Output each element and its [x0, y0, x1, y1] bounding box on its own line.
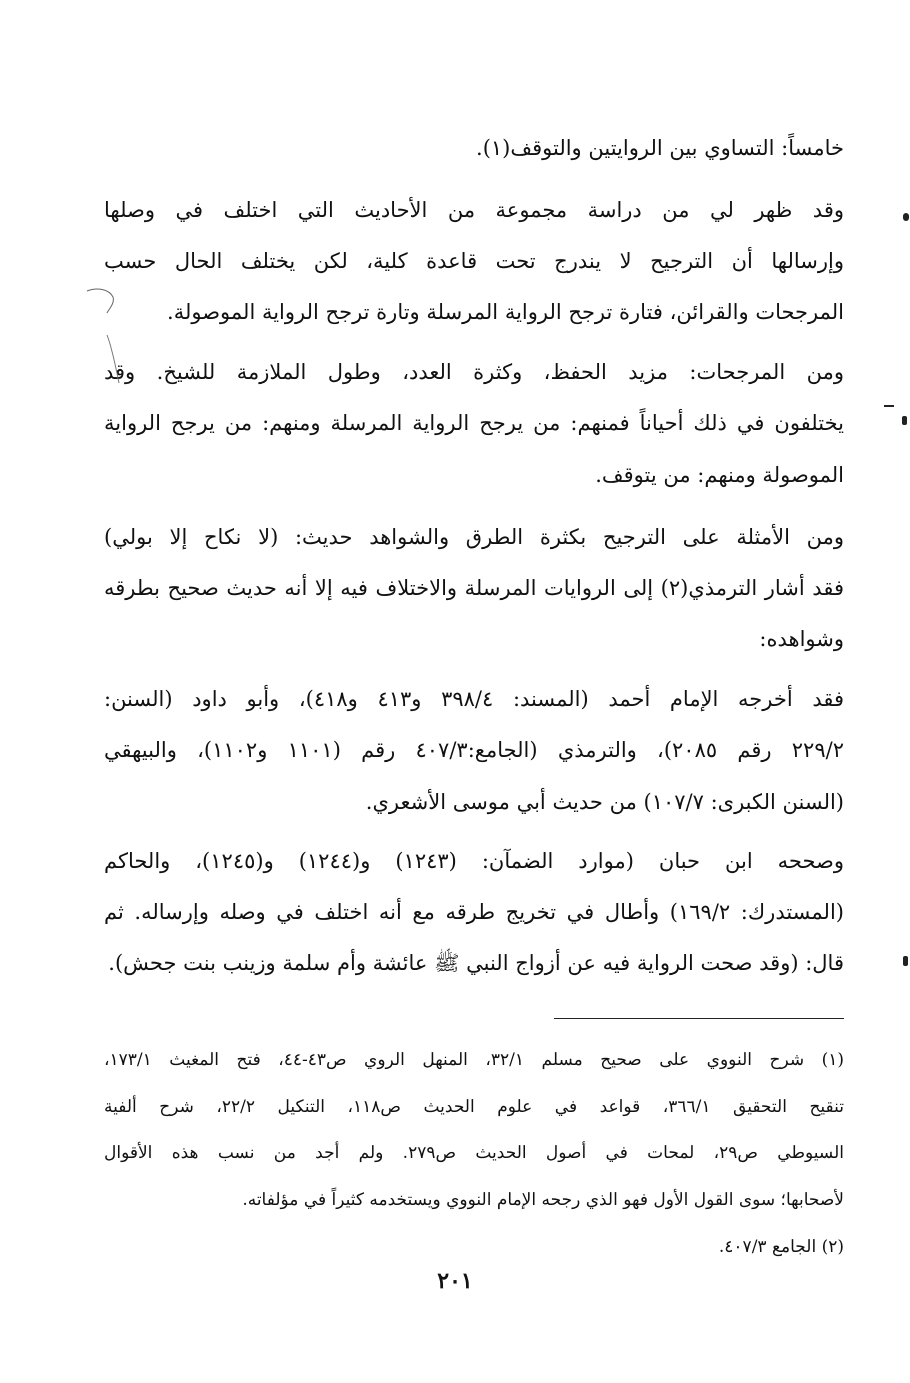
page-number: ٢٠١: [437, 1268, 473, 1294]
footnote-line: تنقيح التحقيق ٣٦٦/١، قواعد في علوم الحديث ص١١٨، التنكيل ٢٢/٢، شرح ألفية: [104, 1097, 845, 1117]
paragraph-line: وشواهده:: [759, 627, 844, 651]
paragraph-line: ومن الأمثلة على الترجيح بكثرة الطرق والشواهد حديث: (لا نكاح إلا بولي): [104, 525, 844, 549]
paragraph-line: الموصولة ومنهم: من يتوقف.: [595, 463, 844, 487]
footnote-line: السيوطي ص٢٩، لمحات في أصول الحديث ص٢٧٩. ولم أجد من نسب هذه الأقوال: [104, 1143, 844, 1163]
footnote-line: (١) شرح النووي على صحيح مسلم ٣٢/١، المنهل الروي ص٤٣-٤٤، فتح المغيث ١٧٣/١،: [104, 1050, 844, 1070]
paragraph-line: يختلفون في ذلك أحياناً فمنهم: من يرجح الرواية المرسلة ومنهم: من يرجح الرواية: [104, 411, 844, 435]
paragraph-line: (المستدرك: ١٦٩/٢) وأطال في تخريج طرقه مع أنه اختلف في وصله وإرساله. ثم: [104, 900, 844, 924]
heading-fifth-option: خامساً: التساوي بين الروايتين والتوقف(١).: [476, 136, 844, 160]
paragraph-line: ٢٢٩/٢ رقم ٢٠٨٥)، والترمذي (الجامع:٤٠٧/٣ رقم (١١٠١ و١١٠٢)، والبيهقي: [104, 738, 844, 762]
scan-speck: [902, 416, 907, 425]
paragraph-line: وإرسالها أن الترجيح لا يندرج تحت قاعدة كلية، لكن يختلف الحال حسب: [104, 249, 844, 273]
paragraph-line: (السنن الكبرى: ١٠٧/٧) من حديث أبي موسى الأشعري.: [365, 790, 844, 814]
scan-speck: [903, 213, 909, 221]
paragraph-line: وصححه ابن حبان (موارد الضمآن: (١٢٤٣) و(١٢٤٤) و(١٢٤٥)، والحاكم: [104, 849, 845, 873]
paragraph-line: قال: (وقد صحت الرواية فيه عن أزواج النبي ﷺ عائشة وأم سلمة وزينب بنت جحش).: [108, 951, 844, 975]
paragraph-line: فقد أخرجه الإمام أحمد (المسند: ٣٩٨/٤ و٤١٣ و٤١٨)، وأبو داود (السنن:: [104, 687, 845, 711]
footnote-line: لأصحابها؛ سوى القول الأول فهو الذي رجحه الإمام النووي ويستخدمه كثيراً في مؤلفاته.: [242, 1190, 844, 1210]
footnote-line: (٢) الجامع ٤٠٧/٣.: [718, 1237, 844, 1257]
paragraph-line: فقد أشار الترمذي(٢) إلى الروايات المرسلة والاختلاف فيه إلا أنه حديث صحيح بطرقه: [104, 576, 844, 600]
scan-speck: [903, 956, 908, 966]
paragraph-line: ومن المرجحات: مزيد الحفظ، وكثرة العدد، وطول الملازمة للشيخ. وقد: [104, 360, 844, 384]
scan-pencil-mark: [85, 283, 135, 403]
paragraph-line: المرجحات والقرائن، فتارة ترجح الرواية المرسلة وتارة ترجح الرواية الموصولة.: [167, 300, 844, 324]
scan-speck: [884, 405, 894, 407]
paragraph-line: وقد ظهر لي من دراسة مجموعة من الأحاديث التي اختلف في وصلها: [104, 198, 844, 222]
footnote-separator: [554, 1018, 844, 1019]
